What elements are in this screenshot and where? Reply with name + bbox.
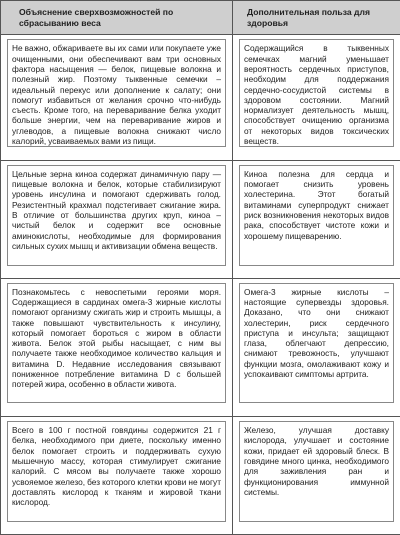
column-header-weight-loss: Объяснение сверхвозможностей по сбрасыванию веса — [1, 1, 233, 35]
table-row — [1, 35, 400, 160]
table-header-row — [1, 1, 400, 35]
table-cell: Железо, улучшая доставку кислорода, улучшает и состояние кожи, придает ей здоровый блеск. В говядине много цинка, необходимого для заживления ран и функционирования иммунной системы. — [239, 421, 394, 522]
table-cell: Киноа полезна для сердца и помогает снизить уровень холестерина. Этот богатый витаминами суперпродукт снижает риск возникновения некоторых видов рака, способствует чистоте кожи и хорошему пищеварению. — [239, 165, 394, 266]
table-row — [1, 417, 400, 535]
column-header-health-benefit: Дополнительная польза для здоровья — [233, 1, 400, 35]
table-cell: Всего в 100 г постной говядины содержится 21 г белка, необходимого при диете, поскольку именно белок помогает строить и поддерживать сухую мышечную массу, которая стимулирует сжигание калорий. С мясом вы получаете также хорошо усвояемое железо, без которого клетки крови не могут доставлять кислород к тканям и жировой ткани кислород. — [7, 421, 226, 522]
table-row — [1, 160, 400, 278]
table-cell: Содержащийся в тыквенных семечках магний уменьшает вероятность сердечных приступов, необходим для поддержания сердечно-сосудистой системы в здоровом состоянии. Магний нормализует деятельность мышц, способствует очищению организма от некоторых видов токсических веществ. — [239, 39, 394, 147]
table-cell: Омега-3 жирные кислоты – настоящие супервезды здоровья. Доказано, что они снижают холестерин, риск сердечного приступа и инсульта; защищают глаза, облегчают депрессию, снимают тревожность, улучшают функции мозга, омолаживают кожу и успокаивают симптомы артрита. — [239, 283, 394, 403]
table-cell: Познакомьтесь с невоспетыми героями моря. Содержащиеся в сардинах омега-3 жирные кислоты помогают организму сжигать жир и строить мышцы, а также повышают чувствительность к инсулину, который помогает бороться с жиром в области живота. Белок этой рыбы насыщает, с ним вы получаете также необходимое количество кальция и витамина D. Недавние исследования связывают пониженное потребление витамина D с большей потерей жира, особенно в области живота. — [7, 283, 226, 403]
table-cell: Не важно, обжариваете вы их сами или покупаете уже очищенными, они обеспечивают вам три основных фактора насыщения — белок, пищевые волокна и полезный жир. Поэтому тыквенные семечки – идеальный перекус или дополнение к салату; они помогут избавиться от желания срочно что-нибудь съесть. Кроме того, на переваривание белка уходит больше энергии, чем на переваривание жиров и углеводов, а пищевые волокна снижают число калорий, усваиваемых вами из пищи. — [7, 39, 226, 147]
table-row — [1, 278, 400, 416]
table-cell: Цельные зерна киноа содержат динамичную пару — пищевые волокна и белок, которые стабилизируют уровень инсулина и помогают сдерживать голод. Резистентный крахмал подстегивает сжигание жира. В отличие от большинства других круп, киноа – чистый белок и содержит все основные аминокислоты, необходимые для формирования сильных сухих мышц и активизации обмена веществ. — [7, 165, 226, 266]
